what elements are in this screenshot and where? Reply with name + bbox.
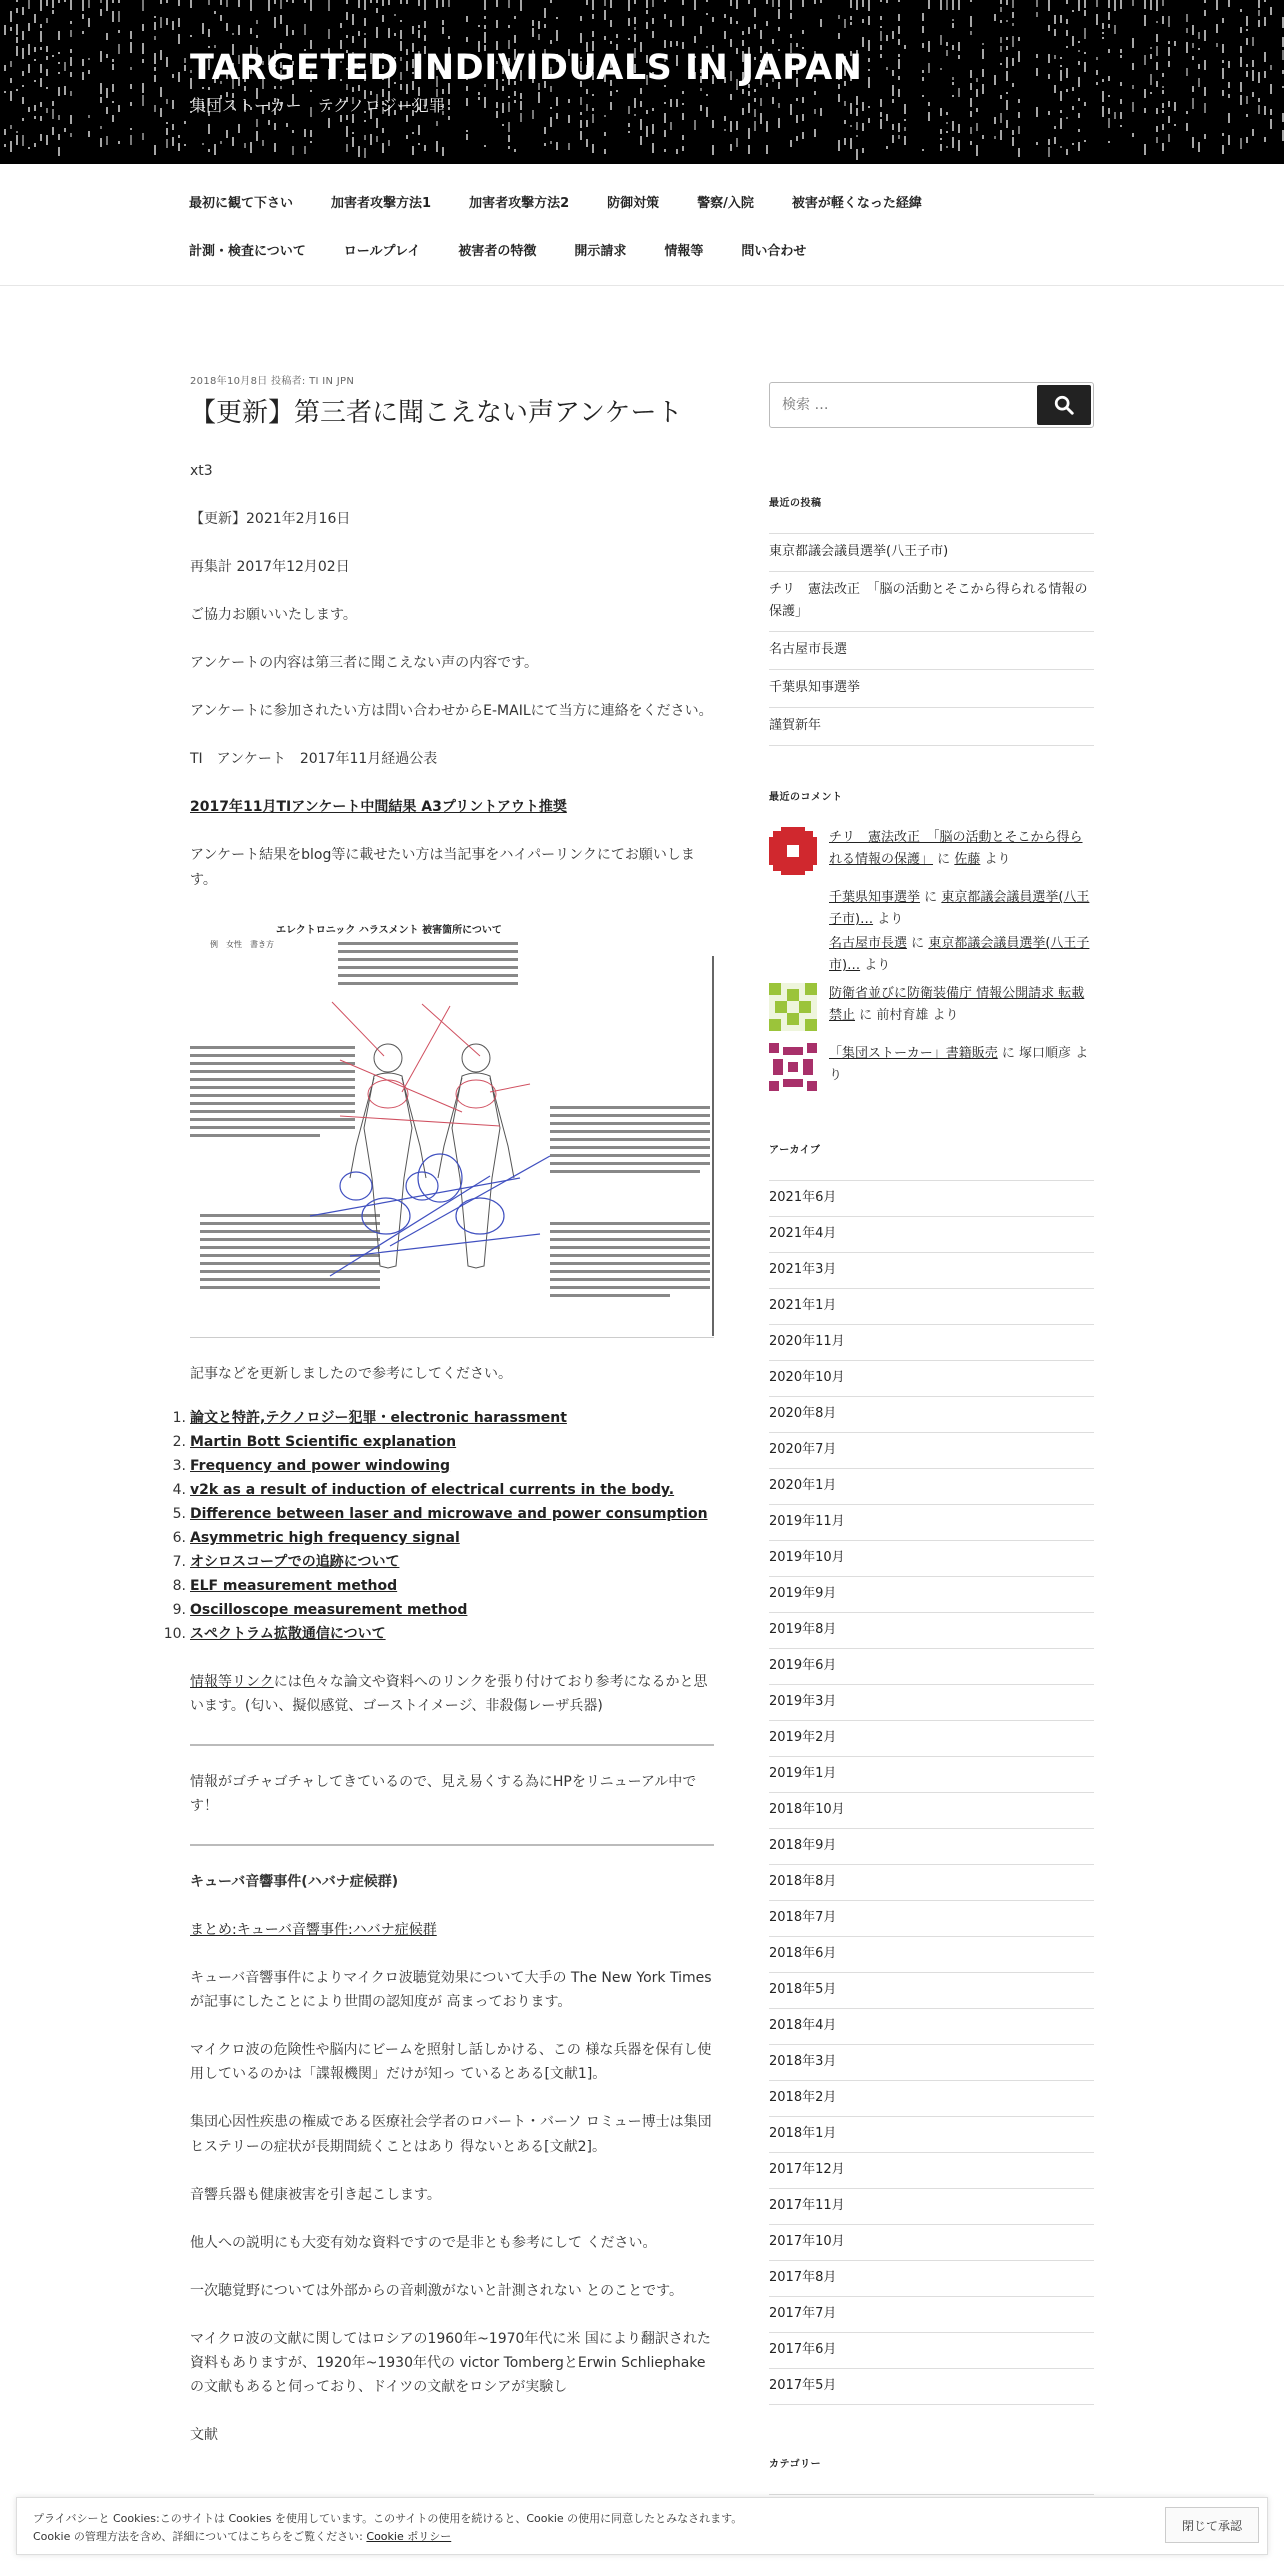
divider: [190, 1744, 714, 1746]
nav-row-2: [189, 240, 844, 259]
reference-link-6[interactable]: Asymmetric high frequency signal: [190, 1529, 460, 1546]
list-item: [769, 632, 1094, 670]
search-button[interactable]: [1037, 385, 1091, 425]
list-item: 1. 論文と特許,テクノロジー犯罪・electronic harassment: [190, 1406, 714, 1430]
list-item: [769, 1181, 1094, 1217]
comment-post-link[interactable]: チリ 憲法改正 「脳の活動とそこから得られる情報の保護」: [829, 830, 1083, 867]
list-item: [769, 1793, 1094, 1829]
nav-item-disclosure[interactable]: 開示請求: [574, 244, 627, 259]
nav-item-defense[interactable]: 防御対策: [607, 196, 660, 211]
list-item: [769, 1613, 1094, 1649]
info-links-link[interactable]: 情報等リンク: [190, 1673, 274, 1690]
paragraph: 【更新】2021年2月16日: [190, 510, 351, 527]
survey-figure[interactable]: [190, 916, 714, 1338]
nav-item-contact[interactable]: 問い合わせ: [741, 244, 807, 259]
archive-link[interactable]: 2017年7月: [769, 2306, 837, 2321]
list-item: [769, 1253, 1094, 1289]
comment-author: 前村育雄: [876, 1008, 929, 1023]
comment-author-link[interactable]: 佐藤: [954, 852, 981, 867]
widget-title: アーカイブ: [769, 1145, 821, 1156]
archive-link[interactable]: 2020年8月: [769, 1406, 837, 1421]
figure-example-label: 例 女性 書き方: [210, 939, 274, 949]
cookie-text: [33, 2510, 742, 2546]
list-item: [769, 1685, 1094, 1721]
list-item: 6. Asymmetric high frequency signal: [190, 1526, 714, 1550]
paragraph: アンケートに参加されたい方は問い合わせからE-MAILにて当方に連絡をください。: [190, 703, 713, 720]
comment-item: [769, 1043, 1094, 1091]
archive-link[interactable]: 2021年3月: [769, 1262, 837, 1277]
comment-suffix: より: [829, 1046, 1089, 1083]
archive-link[interactable]: 2019年10月: [769, 1550, 845, 1565]
paragraph: xt3: [190, 462, 213, 479]
comment-on: に: [911, 936, 925, 951]
archive-link[interactable]: 2019年8月: [769, 1622, 837, 1637]
list-item: [769, 1577, 1094, 1613]
site-header: [0, 0, 1284, 164]
list-item: [769, 1541, 1094, 1577]
archive-link[interactable]: 2019年3月: [769, 1694, 837, 1709]
archive-link[interactable]: 2018年2月: [769, 2090, 837, 2105]
archive-link[interactable]: 2017年5月: [769, 2378, 837, 2393]
comment-on: に: [1001, 1046, 1015, 1061]
paragraph: [190, 1670, 714, 1718]
nav-item-damage-history[interactable]: 被害が軽くなった経緯: [791, 196, 922, 211]
main-navigation: [0, 164, 1284, 286]
archive-link[interactable]: 2018年6月: [769, 1946, 837, 1961]
widget-title: カテゴリー: [769, 2459, 822, 2470]
comment-post-link[interactable]: 東京都議会議員選挙(八王子市)…: [829, 936, 1090, 973]
archive-link[interactable]: 2017年6月: [769, 2342, 837, 2357]
cookie-line-1: プライバシーと Cookies:このサイトは Cookies を使用しています。このサイトの使用を続けると、Cookie の使用に同意したとみなされます。: [33, 2512, 743, 2525]
comment-post-link[interactable]: 防衛省並びに防衛装備庁 情報公開請求 転載禁止: [829, 986, 1085, 1023]
archive-link[interactable]: 2018年9月: [769, 1838, 837, 1853]
archive-link[interactable]: 2019年11月: [769, 1514, 845, 1529]
nav-item-victim-traits[interactable]: 被害者の特徴: [458, 244, 537, 259]
a3-printout-link[interactable]: 2017年11月TIアンケート中間結果 A3プリントアウト推奨: [190, 799, 567, 816]
recent-post-link[interactable]: チリ 憲法改正 「脳の活動とそこから得られる情報の保護」: [769, 582, 1088, 619]
list-item: [769, 1901, 1094, 1937]
paragraph: マイクロ波の文献に関してはロシアの1960年~1970年代に米 国により翻訳された資料もありますが、1920年~1930年代の victor TombergとErwin Schliephakeの文献もあると伺っており、ドイツの文献をロシアが実験し: [190, 2330, 711, 2395]
archive-link[interactable]: 2018年5月: [769, 1982, 837, 1997]
list-item: [769, 2009, 1094, 2045]
cuba-summary-link[interactable]: まとめ:キューバ音響事件:ハバナ症候群: [190, 1922, 437, 1939]
list-item: [769, 1505, 1094, 1541]
comment-author-link[interactable]: 名古屋市長選: [829, 936, 908, 951]
archive-link[interactable]: 2020年10月: [769, 1370, 845, 1385]
list-item: [769, 2117, 1094, 2153]
list-item: [769, 1361, 1094, 1397]
paragraph: 再集計 2017年12月02日: [190, 558, 350, 575]
archive-link[interactable]: 2019年2月: [769, 1730, 837, 1745]
archive-list: [769, 1180, 1094, 2405]
reference-link-9[interactable]: Oscilloscope measurement method: [190, 1601, 468, 1618]
comment-on: に: [859, 1008, 873, 1023]
site-description: 集団ストーカー テクノロジー犯罪: [190, 96, 445, 115]
archive-link[interactable]: 2017年10月: [769, 2234, 845, 2249]
paragraph: マイクロ波の危険性や脳内にビームを照射し話しかける、この 様な兵器を保有し使用しているのかは「諜報機関」だけが知っ ているとある[文献1]。: [190, 2042, 712, 2083]
recent-post-link[interactable]: 謹賀新年: [769, 718, 822, 733]
list-item: [769, 1829, 1094, 1865]
sidebar: [769, 382, 1094, 2533]
recent-comments-widget: [769, 788, 1094, 1091]
list-item: [769, 1397, 1094, 1433]
search-form: [769, 382, 1094, 428]
search-input[interactable]: [770, 383, 1036, 427]
archive-link[interactable]: 2019年9月: [769, 1586, 837, 1601]
list-item: [769, 1217, 1094, 1253]
archive-link[interactable]: 2018年3月: [769, 2054, 837, 2069]
nav-item-measurement[interactable]: 計測・検査について: [189, 244, 306, 259]
nav-row-1: [189, 192, 960, 211]
list-item: [769, 1325, 1094, 1361]
comment-item: [769, 887, 1094, 931]
list-item: [769, 1433, 1094, 1469]
archives-widget: [769, 1141, 1094, 2405]
recent-comments-list: [769, 827, 1094, 1091]
paragraph: 一次聴覚野については外部からの音刺激がないと計測されない とのことです。: [190, 2282, 684, 2299]
recent-posts-list: [769, 533, 1094, 746]
divider: [190, 1844, 714, 1846]
search-icon: [1053, 394, 1075, 416]
post-meta: [190, 372, 714, 387]
list-item: 5. Difference between laser and microwave and power consumption: [190, 1502, 714, 1526]
post-date[interactable]: 2018年10月8日: [190, 376, 268, 387]
archive-link[interactable]: 2020年1月: [769, 1478, 837, 1493]
reference-link-7[interactable]: オシロスコープでの追跡について: [190, 1553, 400, 1570]
archive-link[interactable]: 2020年7月: [769, 1442, 837, 1457]
reference-link-3[interactable]: Frequency and power windowing: [190, 1457, 451, 1474]
avatar: [769, 983, 817, 1031]
reference-link-list: [163, 1406, 714, 1646]
widget-title: 最近の投稿: [769, 498, 822, 509]
paragraph: 記事などを更新しましたので参考にしてください。: [190, 1365, 512, 1382]
list-item: [769, 2333, 1094, 2369]
cookie-line-2-wrap: [33, 2528, 742, 2546]
comment-author: 塚口順彦: [1019, 1046, 1072, 1061]
paragraph: キューバ音響事件によりマイクロ波聴覚効果について大手の The New York Timesが記事にしたことにより世間の認知度が 高まっております。: [190, 1970, 712, 2011]
archive-link[interactable]: 2018年1月: [769, 2126, 837, 2141]
recent-posts-widget: [769, 494, 1094, 746]
info-links-text: には色々な論文や資料へのリンクを張り付けており参考になるかと思います。(匂い、擬似感覚、ゴーストイメージ、非殺傷レーザ兵器): [190, 1673, 708, 1714]
comment-item: [769, 827, 1094, 875]
reference-link-5[interactable]: Difference between laser and microwave and power consumption: [190, 1505, 708, 1522]
paragraph: 他人への説明にも大変有効な資料ですので是非とも参考にして ください。: [190, 2234, 657, 2251]
nav-item-roleplay[interactable]: ロールプレイ: [343, 244, 421, 259]
list-item: [769, 2045, 1094, 2081]
list-item: 7. オシロスコープでの追跡について: [190, 1550, 714, 1574]
comment-item: [769, 933, 1094, 977]
author-label: 投稿者:: [271, 376, 306, 387]
list-item: [769, 1865, 1094, 1901]
nav-item-first-view[interactable]: 最初に観て下さい: [189, 196, 294, 211]
nav-item-information[interactable]: 情報等: [664, 244, 704, 259]
list-item: [769, 2153, 1094, 2189]
paragraph: ご協力お願いいたします。: [190, 607, 357, 624]
widget-title: 最近のコメント: [769, 792, 843, 803]
list-item: [769, 2081, 1094, 2117]
avatar: [769, 1043, 817, 1091]
cookie-consent-bar: [16, 2497, 1268, 2555]
comment-on: に: [924, 890, 938, 905]
recent-post-link[interactable]: 千葉県知事選挙: [769, 680, 861, 695]
archive-link[interactable]: 2019年1月: [769, 1766, 837, 1781]
list-item: [769, 1757, 1094, 1793]
comment-suffix: より: [932, 1008, 959, 1023]
post-title: 【更新】第三者に聞こえない声アンケート: [190, 398, 683, 428]
list-item: 2. Martin Bott Scientific explanation: [190, 1430, 714, 1454]
list-item: [769, 1289, 1094, 1325]
cookie-policy-link[interactable]: Cookie ポリシー: [366, 2530, 452, 2543]
paragraph: 音響兵器も健康被害を引き起こします。: [190, 2186, 441, 2203]
list-item: [769, 1469, 1094, 1505]
section-heading: キューバ音響事件(ハバナ症候群): [190, 1873, 399, 1890]
list-item: [769, 2225, 1094, 2261]
list-item: 10. スペクトラム拡散通信について: [190, 1622, 714, 1646]
figure-title: エレクトロニック ハラスメント 被害箇所について: [276, 924, 502, 936]
comment-suffix: より: [864, 958, 891, 973]
cookie-line-2: Cookie の管理方法を含め、詳細についてはこちらをご覧ください:: [33, 2530, 363, 2543]
paragraph: TI アンケート 2017年11月経過公表: [190, 751, 438, 768]
paragraph: 文献: [190, 2427, 218, 2444]
reference-link-8[interactable]: ELF measurement method: [190, 1577, 398, 1594]
archive-link[interactable]: 2020年11月: [769, 1334, 845, 1349]
post-author[interactable]: TI IN JPN: [309, 376, 355, 387]
paragraph: 情報がゴチャゴチャしてきているので、見え易くする為にHPをリニューアル中です！: [190, 1773, 697, 1814]
list-item: [769, 2261, 1094, 2297]
post-content: [163, 372, 714, 2447]
paragraph: [190, 1918, 714, 1942]
archive-link[interactable]: 2018年8月: [769, 1874, 837, 1889]
comment-item: [769, 983, 1094, 1031]
paragraph: [190, 795, 714, 819]
archive-link[interactable]: 2019年6月: [769, 1658, 837, 1673]
list-item: [769, 2297, 1094, 2333]
archive-link[interactable]: 2021年1月: [769, 1298, 837, 1313]
list-item: [769, 1937, 1094, 1973]
list-item: [769, 2369, 1094, 2405]
nav-item-attack-method-1[interactable]: 加害者攻撃方法1: [331, 196, 432, 211]
body-diagram: [190, 916, 714, 1338]
list-item: [769, 1721, 1094, 1757]
post-body: [163, 459, 714, 2447]
archive-link[interactable]: 2018年7月: [769, 1910, 837, 1925]
list-item: 3. Frequency and power windowing: [190, 1454, 714, 1478]
list-item: [769, 708, 1094, 746]
reference-link-10[interactable]: スペクトラム拡散通信について: [190, 1625, 386, 1642]
comment-suffix: より: [984, 852, 1011, 867]
paragraph: アンケートの内容は第三者に聞こえない声の内容です。: [190, 655, 539, 672]
recent-post-link[interactable]: 名古屋市長選: [769, 642, 848, 657]
list-item: 9. Oscilloscope measurement method: [190, 1598, 714, 1622]
comment-on: に: [937, 852, 951, 867]
avatar: [769, 827, 817, 875]
list-item: [769, 2189, 1094, 2225]
comment-author-link[interactable]: 千葉県知事選挙: [829, 890, 921, 905]
reference-link-2[interactable]: Martin Bott Scientific explanation: [190, 1433, 457, 1450]
archive-link[interactable]: 2021年6月: [769, 1190, 837, 1205]
list-item: 4. v2k as a result of induction of electrical currents in the body.: [190, 1478, 714, 1502]
archive-link[interactable]: 2021年4月: [769, 1226, 837, 1241]
archive-link[interactable]: 2018年4月: [769, 2018, 837, 2033]
comment-post-link[interactable]: 「集団ストーカー」書籍販売: [829, 1046, 998, 1061]
reference-link-1[interactable]: 論文と特許,テクノロジー犯罪・electronic harassment: [190, 1409, 567, 1426]
list-item: [769, 1973, 1094, 2009]
archive-link[interactable]: 2018年10月: [769, 1802, 845, 1817]
list-item: [769, 1649, 1094, 1685]
archive-link[interactable]: 2017年8月: [769, 2270, 837, 2285]
archive-link[interactable]: 2017年11月: [769, 2198, 845, 2213]
list-item: [769, 572, 1094, 632]
site-title[interactable]: TARGETED INDIVIDUALS IN JAPAN: [190, 48, 863, 88]
paragraph: 集団心因性疾患の権威である医療社会学者のロバート・バーソ ロミュー博士は集団ヒステリーの症状が長期間続くことはあり 得ないとある[文献2]。: [190, 2114, 712, 2155]
nav-item-attack-method-2[interactable]: 加害者攻撃方法2: [469, 196, 570, 211]
cookie-accept-button[interactable]: 閉じて承認: [1165, 2507, 1259, 2543]
list-item: [769, 534, 1094, 572]
comment-suffix: より: [877, 912, 904, 927]
comment-post-link[interactable]: 東京都議会議員選挙(八王子市)…: [829, 890, 1090, 927]
list-item: [769, 670, 1094, 708]
nav-item-police[interactable]: 警察/入院: [697, 196, 754, 211]
recent-post-link[interactable]: 東京都議会議員選挙(八王子市): [769, 544, 949, 559]
list-item: 8. ELF measurement method: [190, 1574, 714, 1598]
archive-link[interactable]: 2017年12月: [769, 2162, 845, 2177]
paragraph: アンケート結果をblog等に載せたい方は当記事をハイパーリンクにてお願いします。: [190, 847, 695, 888]
reference-link-4[interactable]: v2k as a result of induction of electrical currents in the body.: [190, 1481, 675, 1498]
